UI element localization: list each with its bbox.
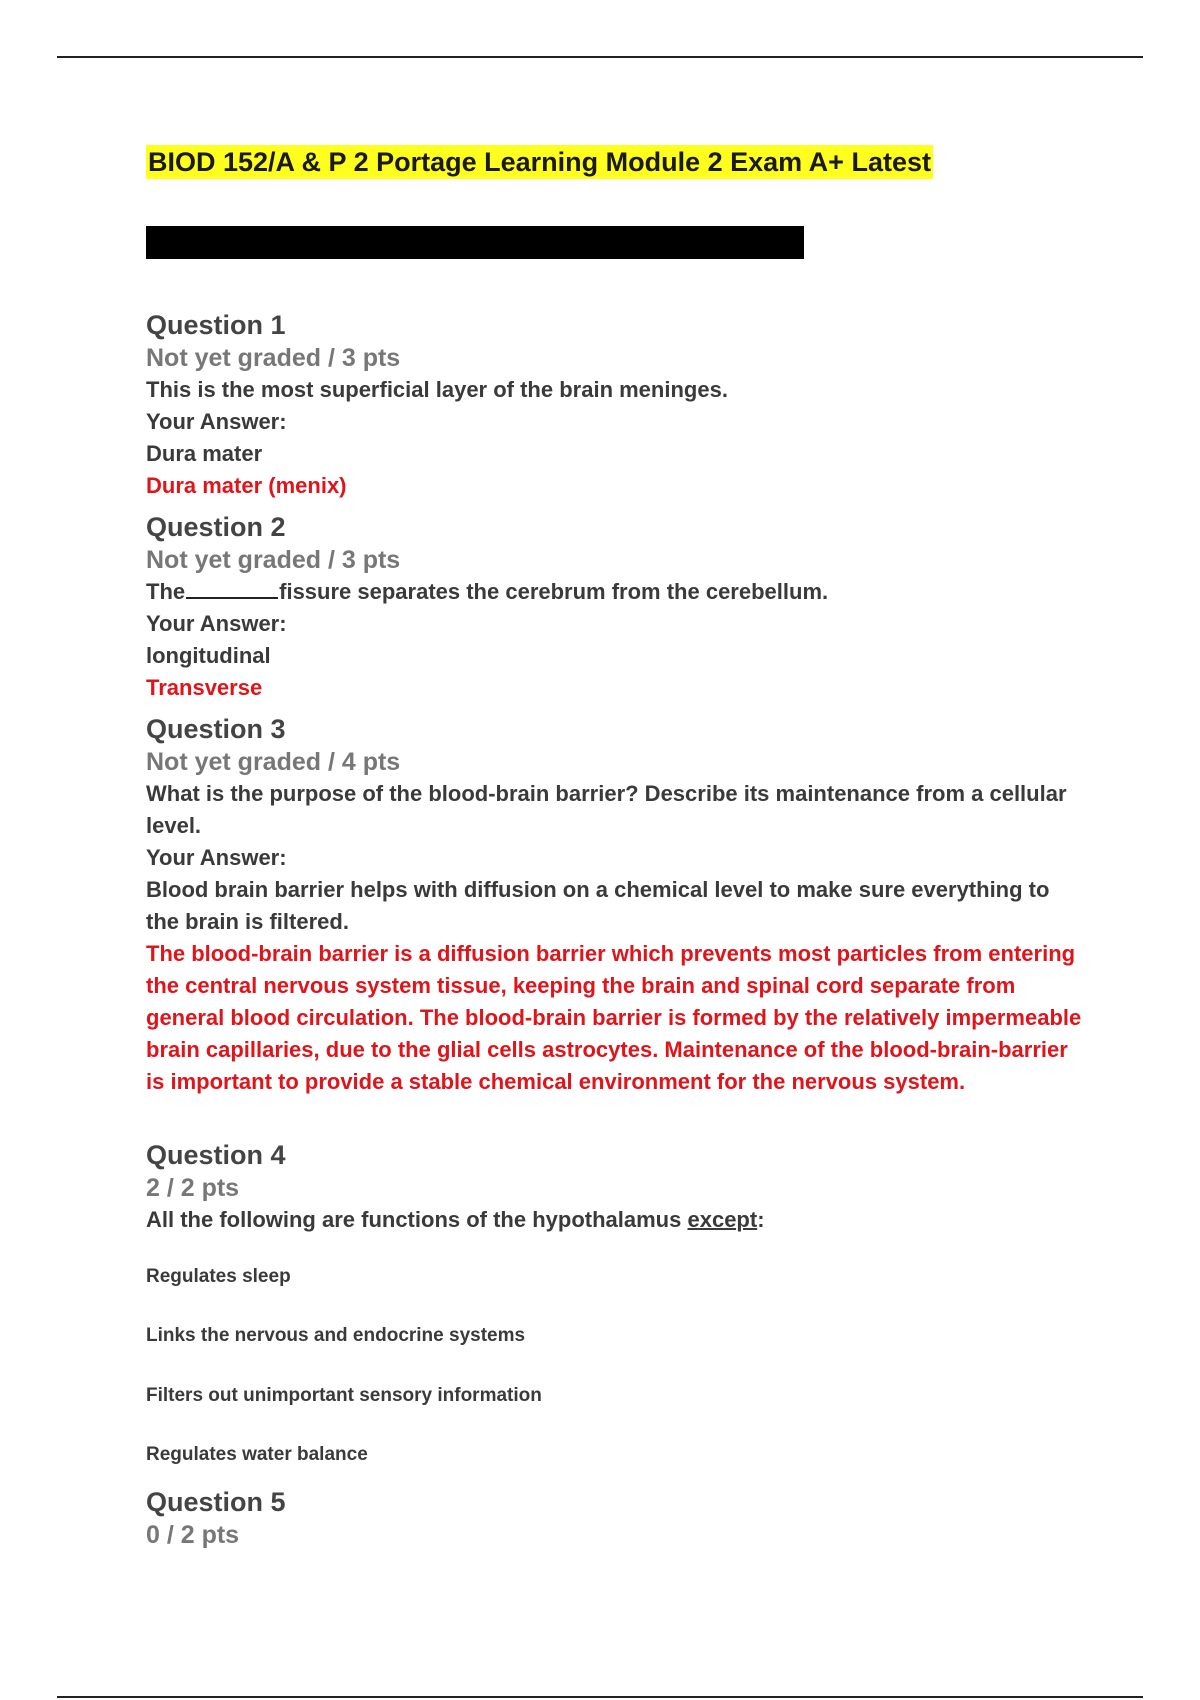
prompt-emphasis: except (687, 1207, 758, 1232)
question-1 (146, 308, 1086, 502)
your-answer-label: Your Answer: (146, 845, 287, 870)
bottom-rule (57, 1696, 1143, 1698)
answer-option: Links the nervous and endocrine systems (146, 1325, 526, 1346)
question-points: 2 / 2 pts (146, 1174, 240, 1202)
your-answer-label: Your Answer: (146, 409, 287, 434)
question-prompt: What is the purpose of the blood-brain barrier? Describe its maintenance from a cellular level. (146, 781, 1067, 838)
question-prompt (146, 1204, 1086, 1236)
fill-in-blank (186, 577, 278, 599)
question-points: Not yet graded / 3 pts (146, 344, 401, 372)
question-3 (146, 712, 1086, 1098)
question-heading: Question 3 (146, 714, 286, 744)
question-2 (146, 510, 1086, 704)
redaction-bar (146, 226, 804, 259)
prompt-text: All the following are functions of the hypothalamus (146, 1207, 682, 1232)
question-points: 0 / 2 pts (146, 1521, 240, 1549)
question-4 (146, 1138, 1086, 1468)
document-title: BIOD 152/A & P 2 Portage Learning Module 2 Exam A+ Latest (148, 147, 931, 177)
correct-answer: Transverse (146, 675, 263, 700)
question-points: Not yet graded / 4 pts (146, 748, 401, 776)
question-heading: Question 1 (146, 310, 286, 340)
prompt-end: : (757, 1207, 765, 1232)
prompt-after-blank: fissure separates the cerebrum from the cerebellum. (279, 579, 829, 604)
prompt-before-blank: The (146, 579, 186, 604)
your-answer: Blood brain barrier helps with diffusion on a chemical level to make sure everything to the brain is filtered. (146, 877, 1050, 934)
question-heading: Question 4 (146, 1140, 286, 1170)
question-5 (146, 1485, 1086, 1551)
question-prompt (146, 576, 1086, 608)
question-prompt: This is the most superficial layer of the brain meninges. (146, 377, 728, 402)
correct-answer: The blood-brain barrier is a diffusion barrier which prevents most particles from entering the central nervous system tissue, keeping the brain and spinal cord separate from general blood circulation. The blood-brain barrier is formed by the relatively impermeable brain capillaries, due to the glial cells astrocytes. Maintenance of the blood-brain-barrier is important to provide a stable chemical environment for the nervous system. (146, 941, 1082, 1094)
answer-option: Filters out unimportant sensory information (146, 1385, 542, 1406)
question-heading: Question 2 (146, 512, 286, 542)
your-answer-label: Your Answer: (146, 611, 287, 636)
your-answer: Dura mater (146, 441, 263, 466)
question-points: Not yet graded / 3 pts (146, 546, 401, 574)
question-heading: Question 5 (146, 1487, 286, 1517)
answer-option: Regulates sleep (146, 1266, 291, 1287)
answer-option: Regulates water balance (146, 1444, 368, 1465)
top-rule (57, 56, 1143, 58)
correct-answer: Dura mater (menix) (146, 473, 347, 498)
your-answer: longitudinal (146, 643, 271, 668)
